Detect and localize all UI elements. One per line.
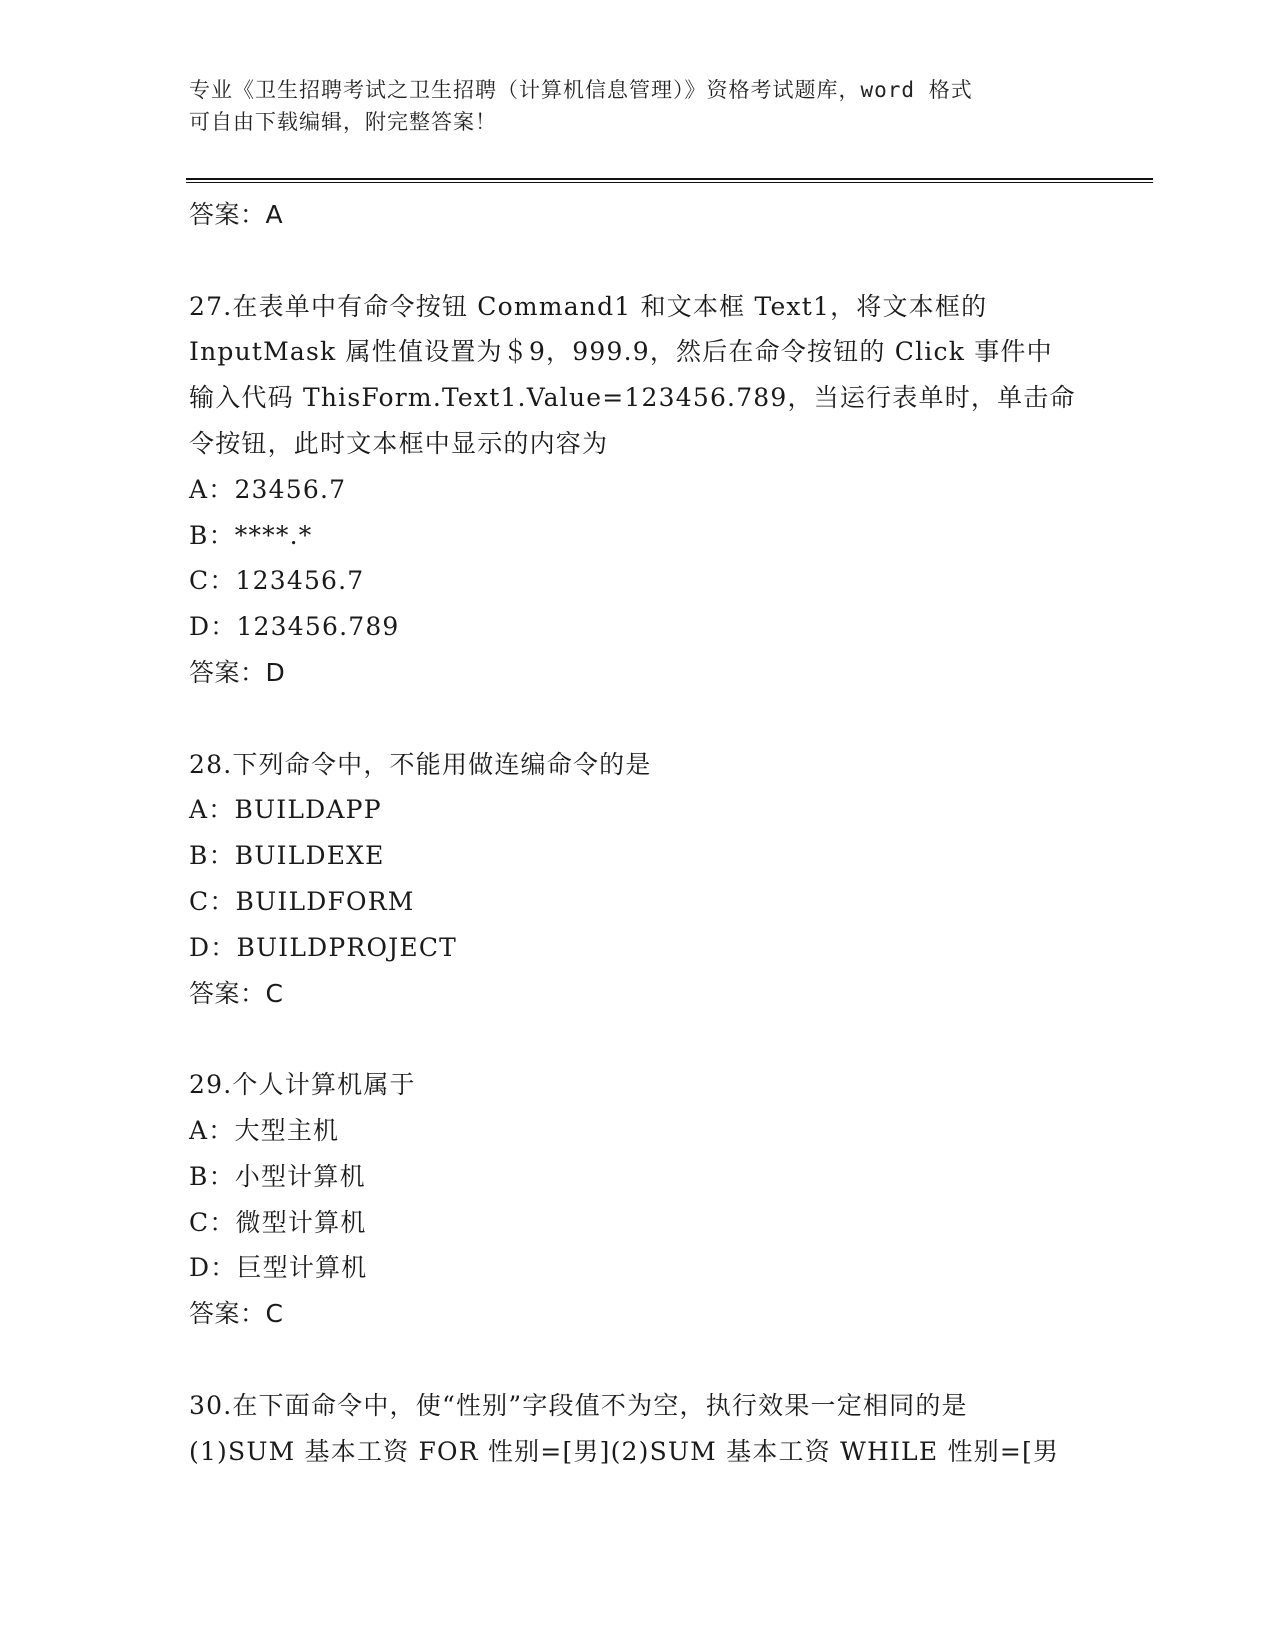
question-29-option-d: D：巨型计算机 [189,1253,368,1283]
answer-previous: 答案：A [189,200,284,229]
header-line-2: 可自由下载编辑，附完整答案！ [189,110,497,134]
question-27 [189,284,1089,696]
question-28-option-b: B：BUILDEXE [189,841,385,871]
question-29 [189,1062,1089,1337]
spacer [189,1016,1089,1062]
question-27-option-b: B：****.* [189,520,313,550]
spacer [189,238,1089,284]
question-27-stem-line-2: InputMask 属性值设置为＄9，999.9，然后在命令按钮的 Click 事件中 [189,337,1053,367]
question-28-stem: 28.下列命令中，不能用做连编命令的是 [189,749,652,779]
question-27-stem-line-1: 27.在表单中有命令按钮 Command1 和文本框 Text1，将文本框的 [189,291,988,321]
question-list [189,192,1089,1474]
question-27-stem-line-4: 令按钮，此时文本框中显示的内容为 [189,428,609,458]
question-28-option-d: D：BUILDPROJECT [189,932,458,962]
spacer [189,696,1089,742]
question-27-option-d: D：123456.789 [189,612,400,642]
header-line-1: 专业《卫生招聘考试之卫生招聘（计算机信息管理）》资格考试题库，word 格式 [189,78,973,102]
question-30 [189,1383,1089,1475]
question-27-option-a: A：23456.7 [189,474,347,504]
question-28-option-c: C：BUILDFORM [189,886,415,916]
spacer [189,1337,1089,1383]
header-divider [186,178,1153,183]
question-28 [189,742,1089,1017]
question-27-answer: 答案：D [189,657,286,687]
question-30-stem-line-1: 30.在下面命令中，使“性别”字段值不为空，执行效果一定相同的是 [189,1390,968,1420]
question-27-stem-line-3: 输入代码 ThisForm.Text1.Value=123456.789，当运行表单时，单击命 [189,383,1076,413]
question-27-option-c: C：123456.7 [189,566,365,596]
question-28-answer: 答案：C [189,978,284,1008]
question-29-option-a: A：大型主机 [189,1115,340,1145]
question-29-stem: 29.个人计算机属于 [189,1070,416,1100]
question-28-option-a: A：BUILDAPP [189,795,382,825]
question-29-answer: 答案：C [189,1299,284,1329]
question-29-option-c: C：微型计算机 [189,1207,367,1237]
page-header [189,74,1089,138]
question-30-stem-line-2: (1)SUM 基本工资 FOR 性别=[男](2)SUM 基本工资 WHILE 性别=[男 [189,1436,1060,1466]
question-29-option-b: B：小型计算机 [189,1161,366,1191]
